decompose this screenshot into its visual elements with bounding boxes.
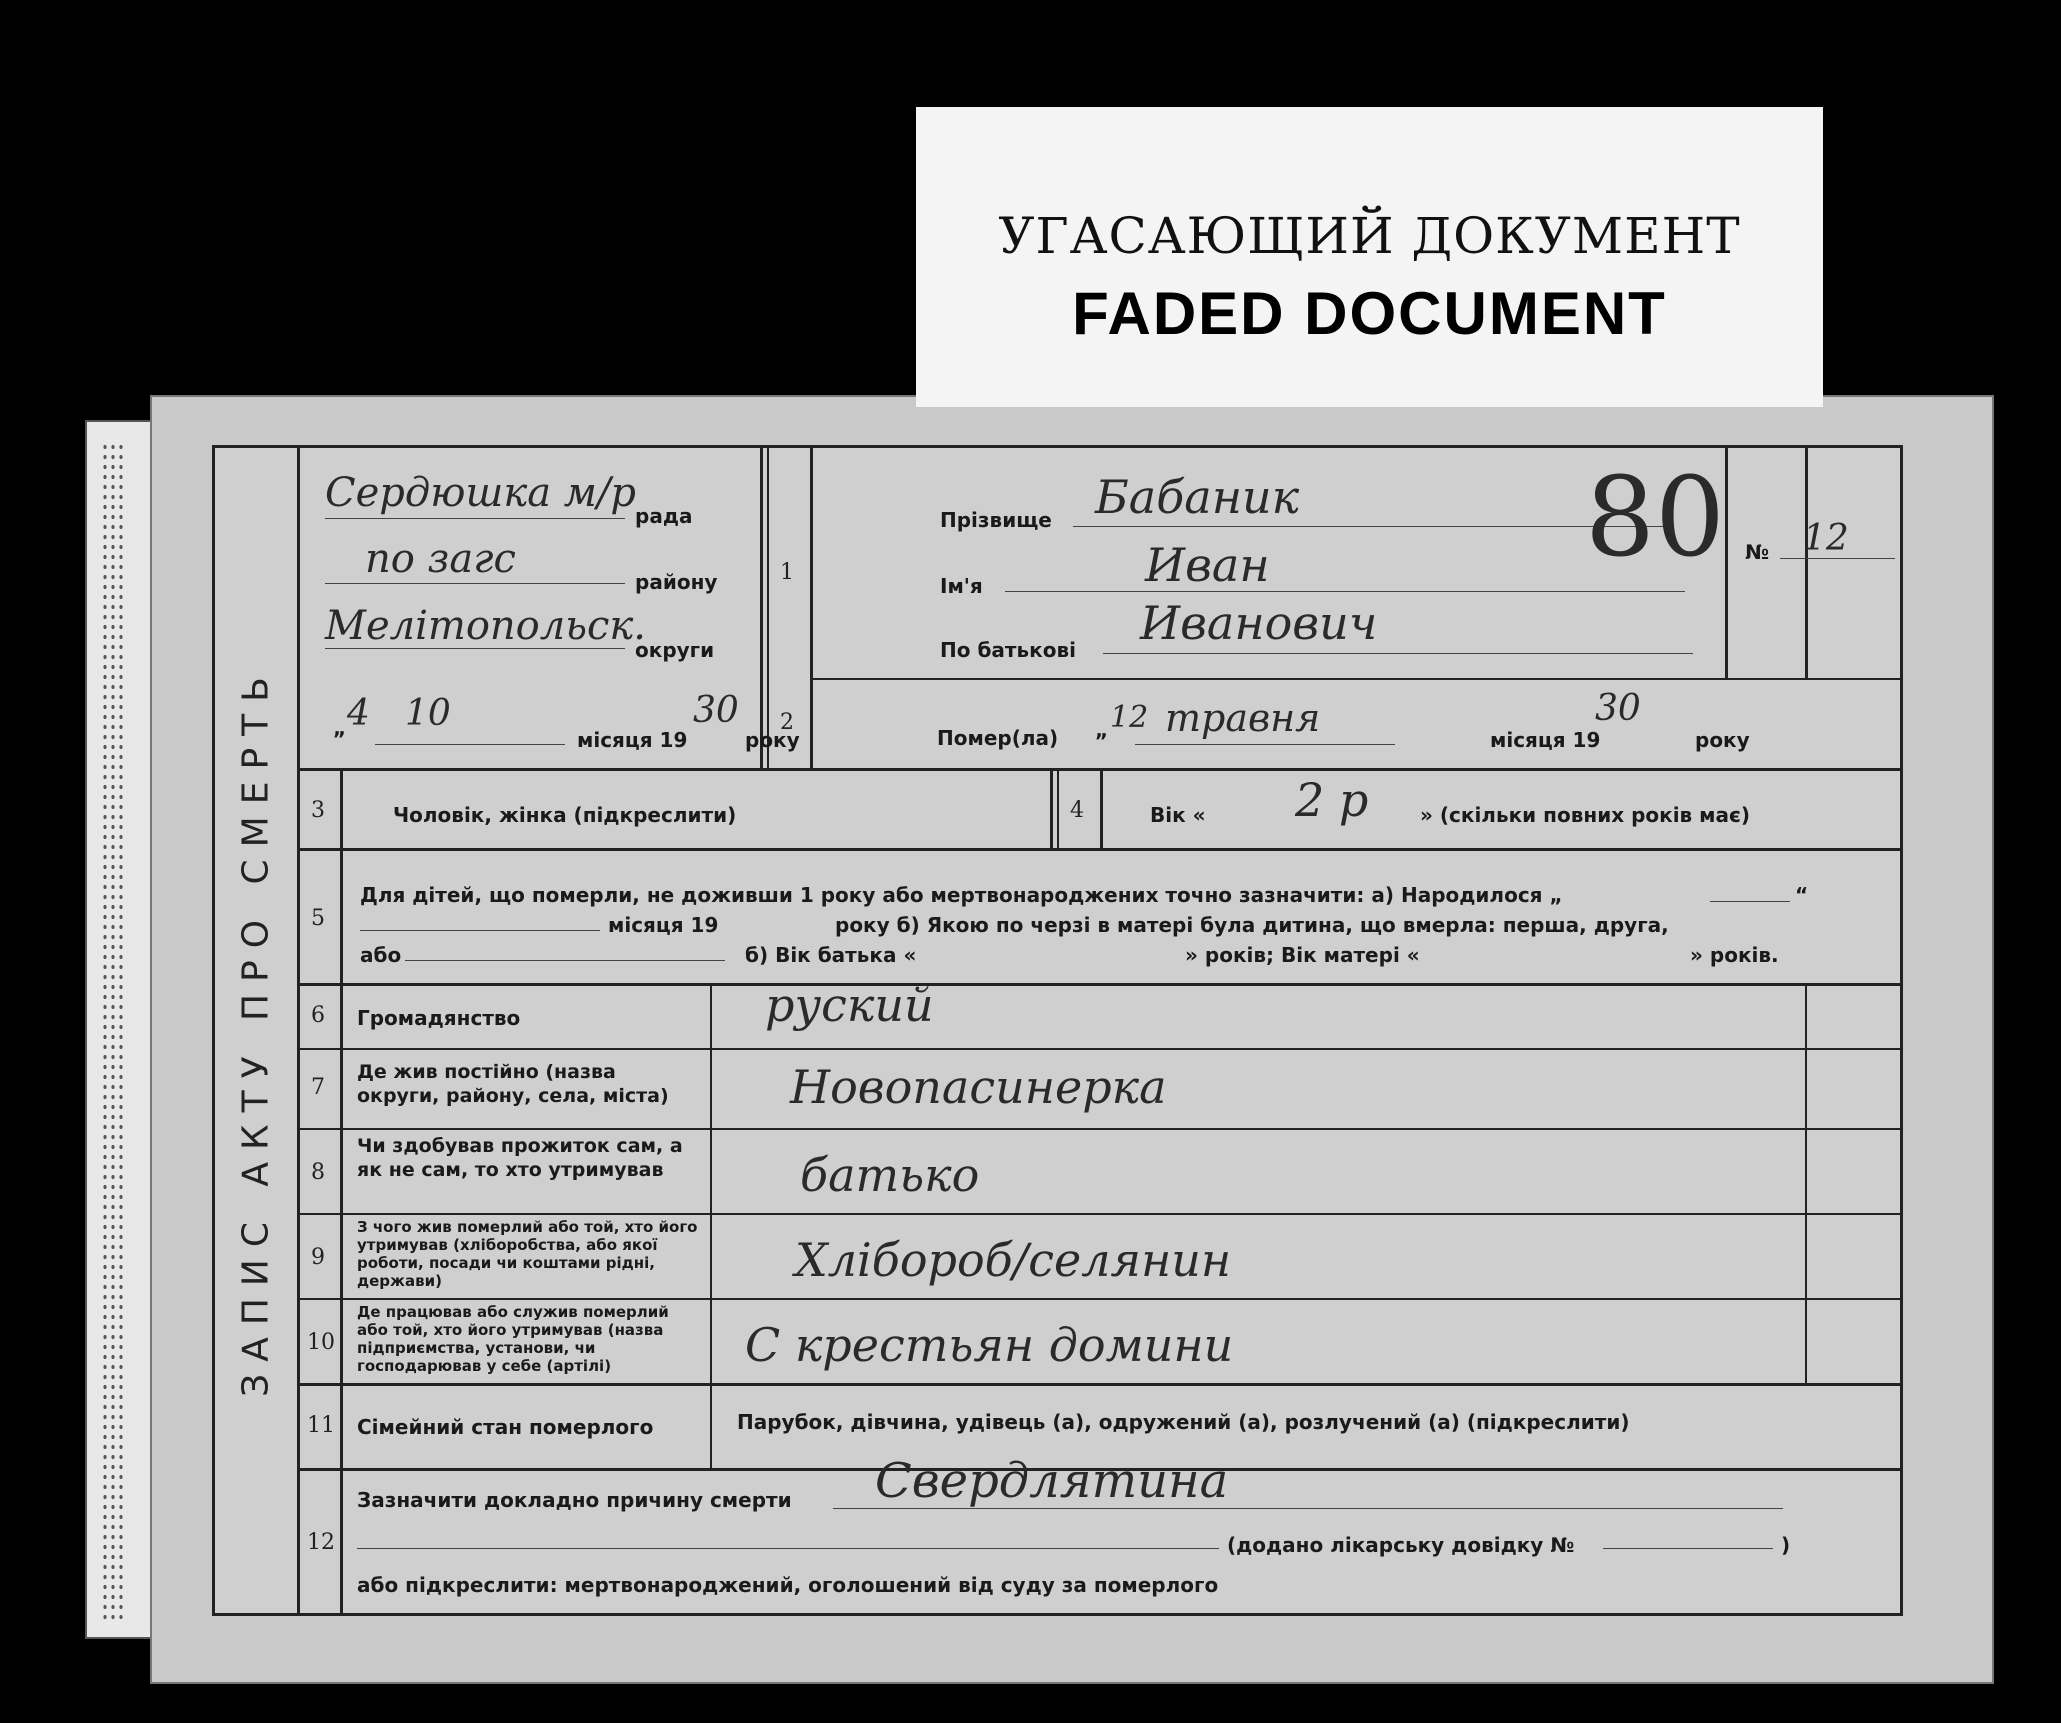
- age-suffix: » (скільки повних років має): [1420, 803, 1751, 827]
- perforation-edge: [101, 442, 123, 1622]
- row-8-number: 8: [311, 1160, 325, 1185]
- hw-name: Иван: [1145, 538, 1270, 592]
- hw-died-year: 30: [1595, 688, 1641, 729]
- faded-document-label: [916, 107, 1823, 407]
- date-underline: [375, 744, 565, 745]
- row-12-number: 12: [307, 1530, 335, 1555]
- row-5-line-2-a: місяця 19: [608, 913, 719, 937]
- raion-label: району: [635, 570, 718, 594]
- died-month-label: місяця 19: [1490, 728, 1601, 752]
- row-9-number: 9: [311, 1245, 325, 1270]
- row-5-line-3-d: » років.: [1690, 943, 1779, 967]
- age-label: Вік «: [1150, 803, 1206, 827]
- rada-label: рада: [635, 504, 693, 528]
- row-5-line-3-c: » років; Вік матері «: [1185, 943, 1420, 967]
- row-1-number: 1: [780, 560, 794, 585]
- surname-label: Прізвище: [940, 508, 1052, 532]
- hw-date-year: 30: [693, 690, 739, 731]
- occupation-label: З чого жив померлий або той, хто його утримував (хліборобства, або якої роботи, посади чи коштами рідні, держави): [357, 1218, 698, 1290]
- hw-date-month: 10: [405, 693, 451, 734]
- died-quote: „: [1095, 718, 1109, 742]
- grid-line: [1725, 448, 1728, 678]
- grid-line: [297, 1048, 1900, 1050]
- row-5-underline-born: [1710, 901, 1790, 902]
- hw-workplace: С крестьян домини: [745, 1318, 1234, 1372]
- row-11-number: 11: [307, 1413, 335, 1438]
- grid-line: [297, 768, 1900, 771]
- certificate-end: ): [1781, 1533, 1791, 1557]
- grid-line: [1050, 768, 1053, 848]
- gender-label: Чоловік, жінка (підкреслити): [393, 803, 737, 827]
- grid-line: [1805, 983, 1807, 1383]
- grid-line: [297, 1213, 1900, 1215]
- vertical-title-column: [215, 448, 300, 1613]
- row-10-number: 10: [307, 1330, 335, 1355]
- grid-line: [810, 678, 1900, 680]
- row-5-line-1: Для дітей, що померли, не доживши 1 року або мертвонароджених точно зазначити: а) Народилося „: [360, 883, 1563, 907]
- form-title: ЗАПИС АКТУ ПРО СМЕРТЬ: [235, 664, 277, 1397]
- hw-died-day: 12: [1110, 700, 1149, 735]
- grid-line: [297, 1383, 1900, 1386]
- row-5-underline-or: [405, 960, 725, 961]
- marital-label: Сімейний стан померлого: [357, 1415, 654, 1439]
- record-no-underline: [1780, 558, 1895, 559]
- grid-line: [1100, 768, 1103, 848]
- cause-underline-2: [357, 1548, 1219, 1549]
- cause-alternative: або підкреслити: мертвонароджений, оголошений від суду за померлого: [357, 1573, 1219, 1597]
- hw-record-no: 12: [1803, 518, 1849, 559]
- grid-line: [340, 768, 343, 1613]
- record-no-label: №: [1745, 540, 1770, 564]
- hw-big-number: 80: [1585, 453, 1725, 581]
- row-5-number: 5: [311, 906, 325, 931]
- grid-line: [1805, 448, 1808, 678]
- date-year-label: року: [745, 728, 800, 752]
- label-english: FADED DOCUMENT: [1072, 280, 1667, 347]
- grid-line: [297, 1128, 1900, 1130]
- marital-options: Парубок, дівчина, удівець (а), одружений (а), розлучений (а) (підкреслити): [737, 1410, 1630, 1434]
- hw-surname: Бабаник: [1095, 470, 1300, 524]
- cause-label: Зазначити докладно причину смерти: [357, 1488, 792, 1512]
- died-label: Помер(ла): [937, 726, 1059, 750]
- grid-line: [710, 983, 712, 1468]
- row-6-number: 6: [311, 1003, 325, 1028]
- hw-patronymic: Иванович: [1140, 596, 1378, 650]
- hw-raion: по загс: [365, 536, 516, 582]
- death-record-form: [212, 445, 1903, 1616]
- row-3-number: 3: [311, 798, 325, 823]
- residence-label: Де жив постійно (назва округи, району, села, міста): [357, 1061, 669, 1107]
- grid-line: [297, 983, 1900, 986]
- died-year-label: року: [1695, 728, 1750, 752]
- row-2-number: 2: [780, 710, 794, 735]
- label-russian: УГАСАЮЩИЙ ДОКУМЕНТ: [998, 207, 1741, 265]
- grid-line: [297, 1298, 1900, 1300]
- workplace-label: Де працював або служив померлий або той, хто його утримував (назва підприємства, установи, чи господарював у себе (артілі): [357, 1303, 669, 1375]
- name-underline: [1005, 591, 1685, 592]
- patronymic-underline: [1103, 653, 1693, 654]
- hw-livelihood: батько: [800, 1148, 980, 1202]
- certificate-label: (додано лікарську довідку №: [1227, 1533, 1575, 1557]
- certificate-underline: [1603, 1548, 1773, 1549]
- patronymic-label: По батькові: [940, 638, 1076, 662]
- hw-died-month: травня: [1165, 696, 1321, 740]
- hw-okrug: Мелітопольск.: [325, 603, 646, 649]
- date-quote: „: [333, 716, 347, 740]
- date-month-label: місяця 19: [577, 728, 688, 752]
- rada-underline: [325, 518, 625, 519]
- row-5-underline-month: [360, 930, 600, 931]
- grid-line: [297, 848, 1900, 851]
- citizenship-label: Громадянство: [357, 1006, 521, 1030]
- row-5-line-3-a: або: [360, 943, 402, 967]
- livelihood-label: Чи здобував прожиток сам, а як не сам, то хто утримував: [357, 1135, 683, 1181]
- row-5-line-1-end: “: [1795, 883, 1809, 907]
- grid-line: [1057, 768, 1059, 848]
- okrug-label: округи: [635, 638, 715, 662]
- grid-line: [810, 448, 813, 768]
- grid-line: [767, 448, 769, 768]
- hw-rada: Сердюшка м/р: [325, 470, 637, 516]
- row-5-line-2-b: року б) Якою по черзі в матері була дитина, що вмерла: перша, друга,: [835, 913, 1669, 937]
- hw-occupation: Хлібороб/селянин: [795, 1233, 1232, 1287]
- grid-line: [760, 448, 763, 768]
- hw-citizenship: руский: [765, 978, 934, 1032]
- row-7-number: 7: [311, 1075, 325, 1100]
- hw-residence: Новопасинерка: [790, 1060, 1167, 1114]
- okrug-underline: [325, 648, 625, 649]
- raion-underline: [325, 583, 625, 584]
- surname-underline: [1073, 526, 1673, 527]
- died-month-underline: [1135, 744, 1395, 745]
- row-5-line-3-b: б) Вік батька «: [745, 943, 917, 967]
- row-4-number: 4: [1070, 798, 1084, 823]
- name-label: Ім'я: [940, 574, 983, 598]
- hw-date-day: 4: [347, 693, 370, 734]
- hw-cause: Свердлятина: [875, 1453, 1229, 1509]
- hw-age: 2 р: [1295, 773, 1369, 827]
- cause-underline-1: [833, 1508, 1783, 1509]
